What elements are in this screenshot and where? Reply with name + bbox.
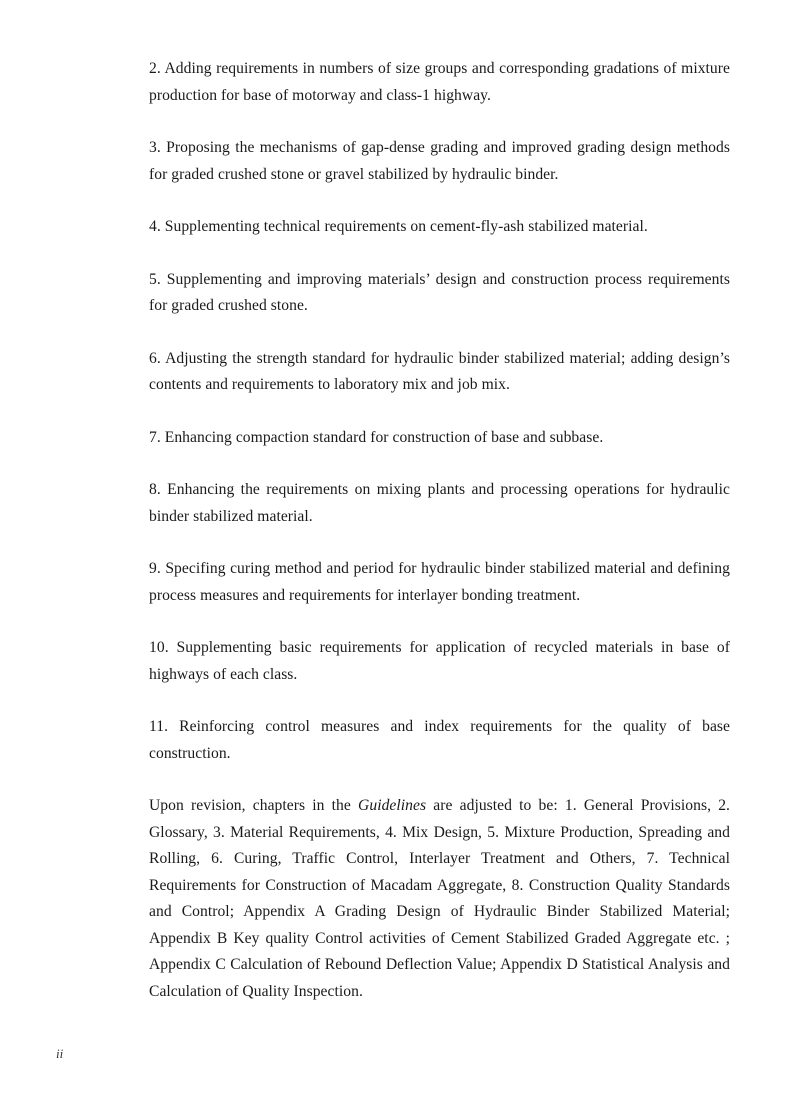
page-number: ii xyxy=(56,1046,64,1061)
guidelines-title: Guidelines xyxy=(358,797,427,814)
list-item-2: 2. Adding requirements in numbers of size groups and corresponding gradations of mixture production for base of motorway and class-1 highway. xyxy=(149,60,730,104)
list-item-9: 9. Specifing curing method and period for hydraulic binder stabilized material and defining process measures and requirements for interlayer bonding treatment. xyxy=(149,560,730,604)
list-item-7: 7. Enhancing compaction standard for construction of base and subbase. xyxy=(149,428,604,446)
list-item-6: 6. Adjusting the strength standard for hydraulic binder stabilized material; adding design’s contents and requirements to laboratory mix and job mix. xyxy=(149,349,730,393)
list-item-5: 5. Supplementing and improving materials’ design and construction process requirements for graded crushed stone. xyxy=(149,270,730,314)
document-body xyxy=(149,56,730,1031)
summary-paragraph xyxy=(149,793,730,1005)
list-item-10: 10. Supplementing basic requirements for application of recycled materials in base of highways of each class. xyxy=(149,639,730,683)
summary-text-start: Upon revision, chapters in the xyxy=(149,797,359,814)
list-item-3: 3. Proposing the mechanisms of gap-dense grading and improved grading design methods for graded crushed stone or gravel stabilized by hydraulic binder. xyxy=(149,139,730,183)
list-item-11: 11. Reinforcing control measures and index requirements for the quality of base construction. xyxy=(149,718,730,762)
list-item-4: 4. Supplementing technical requirements on cement-fly-ash stabilized material. xyxy=(149,218,648,235)
summary-text-rest: are adjusted to be: 1. General Provisions, 2. Glossary, 3. Material Requirements, 4. Mix Design, 5. Mixture Production, Spreading and Rolling, 6. Curing, Traffic Control, Interlayer Treatment and Others, 7. Technical Requirements for Construction of Macadam Aggregate, 8. Construction Quality Standards and Control; Appendix A Grading Design of Hydraulic Binder Stabilized Material; Appendix B Key quality Control activities of Cement Stabilized Graded Aggregate etc. ; Appendix C Calculation of Rebound Deflection Value; Appendix D Statistical Analysis and Calculation of Quality Inspection. xyxy=(149,797,730,1000)
list-item-8: 8. Enhancing the requirements on mixing plants and processing operations for hydraulic binder stabilized material. xyxy=(149,481,730,525)
